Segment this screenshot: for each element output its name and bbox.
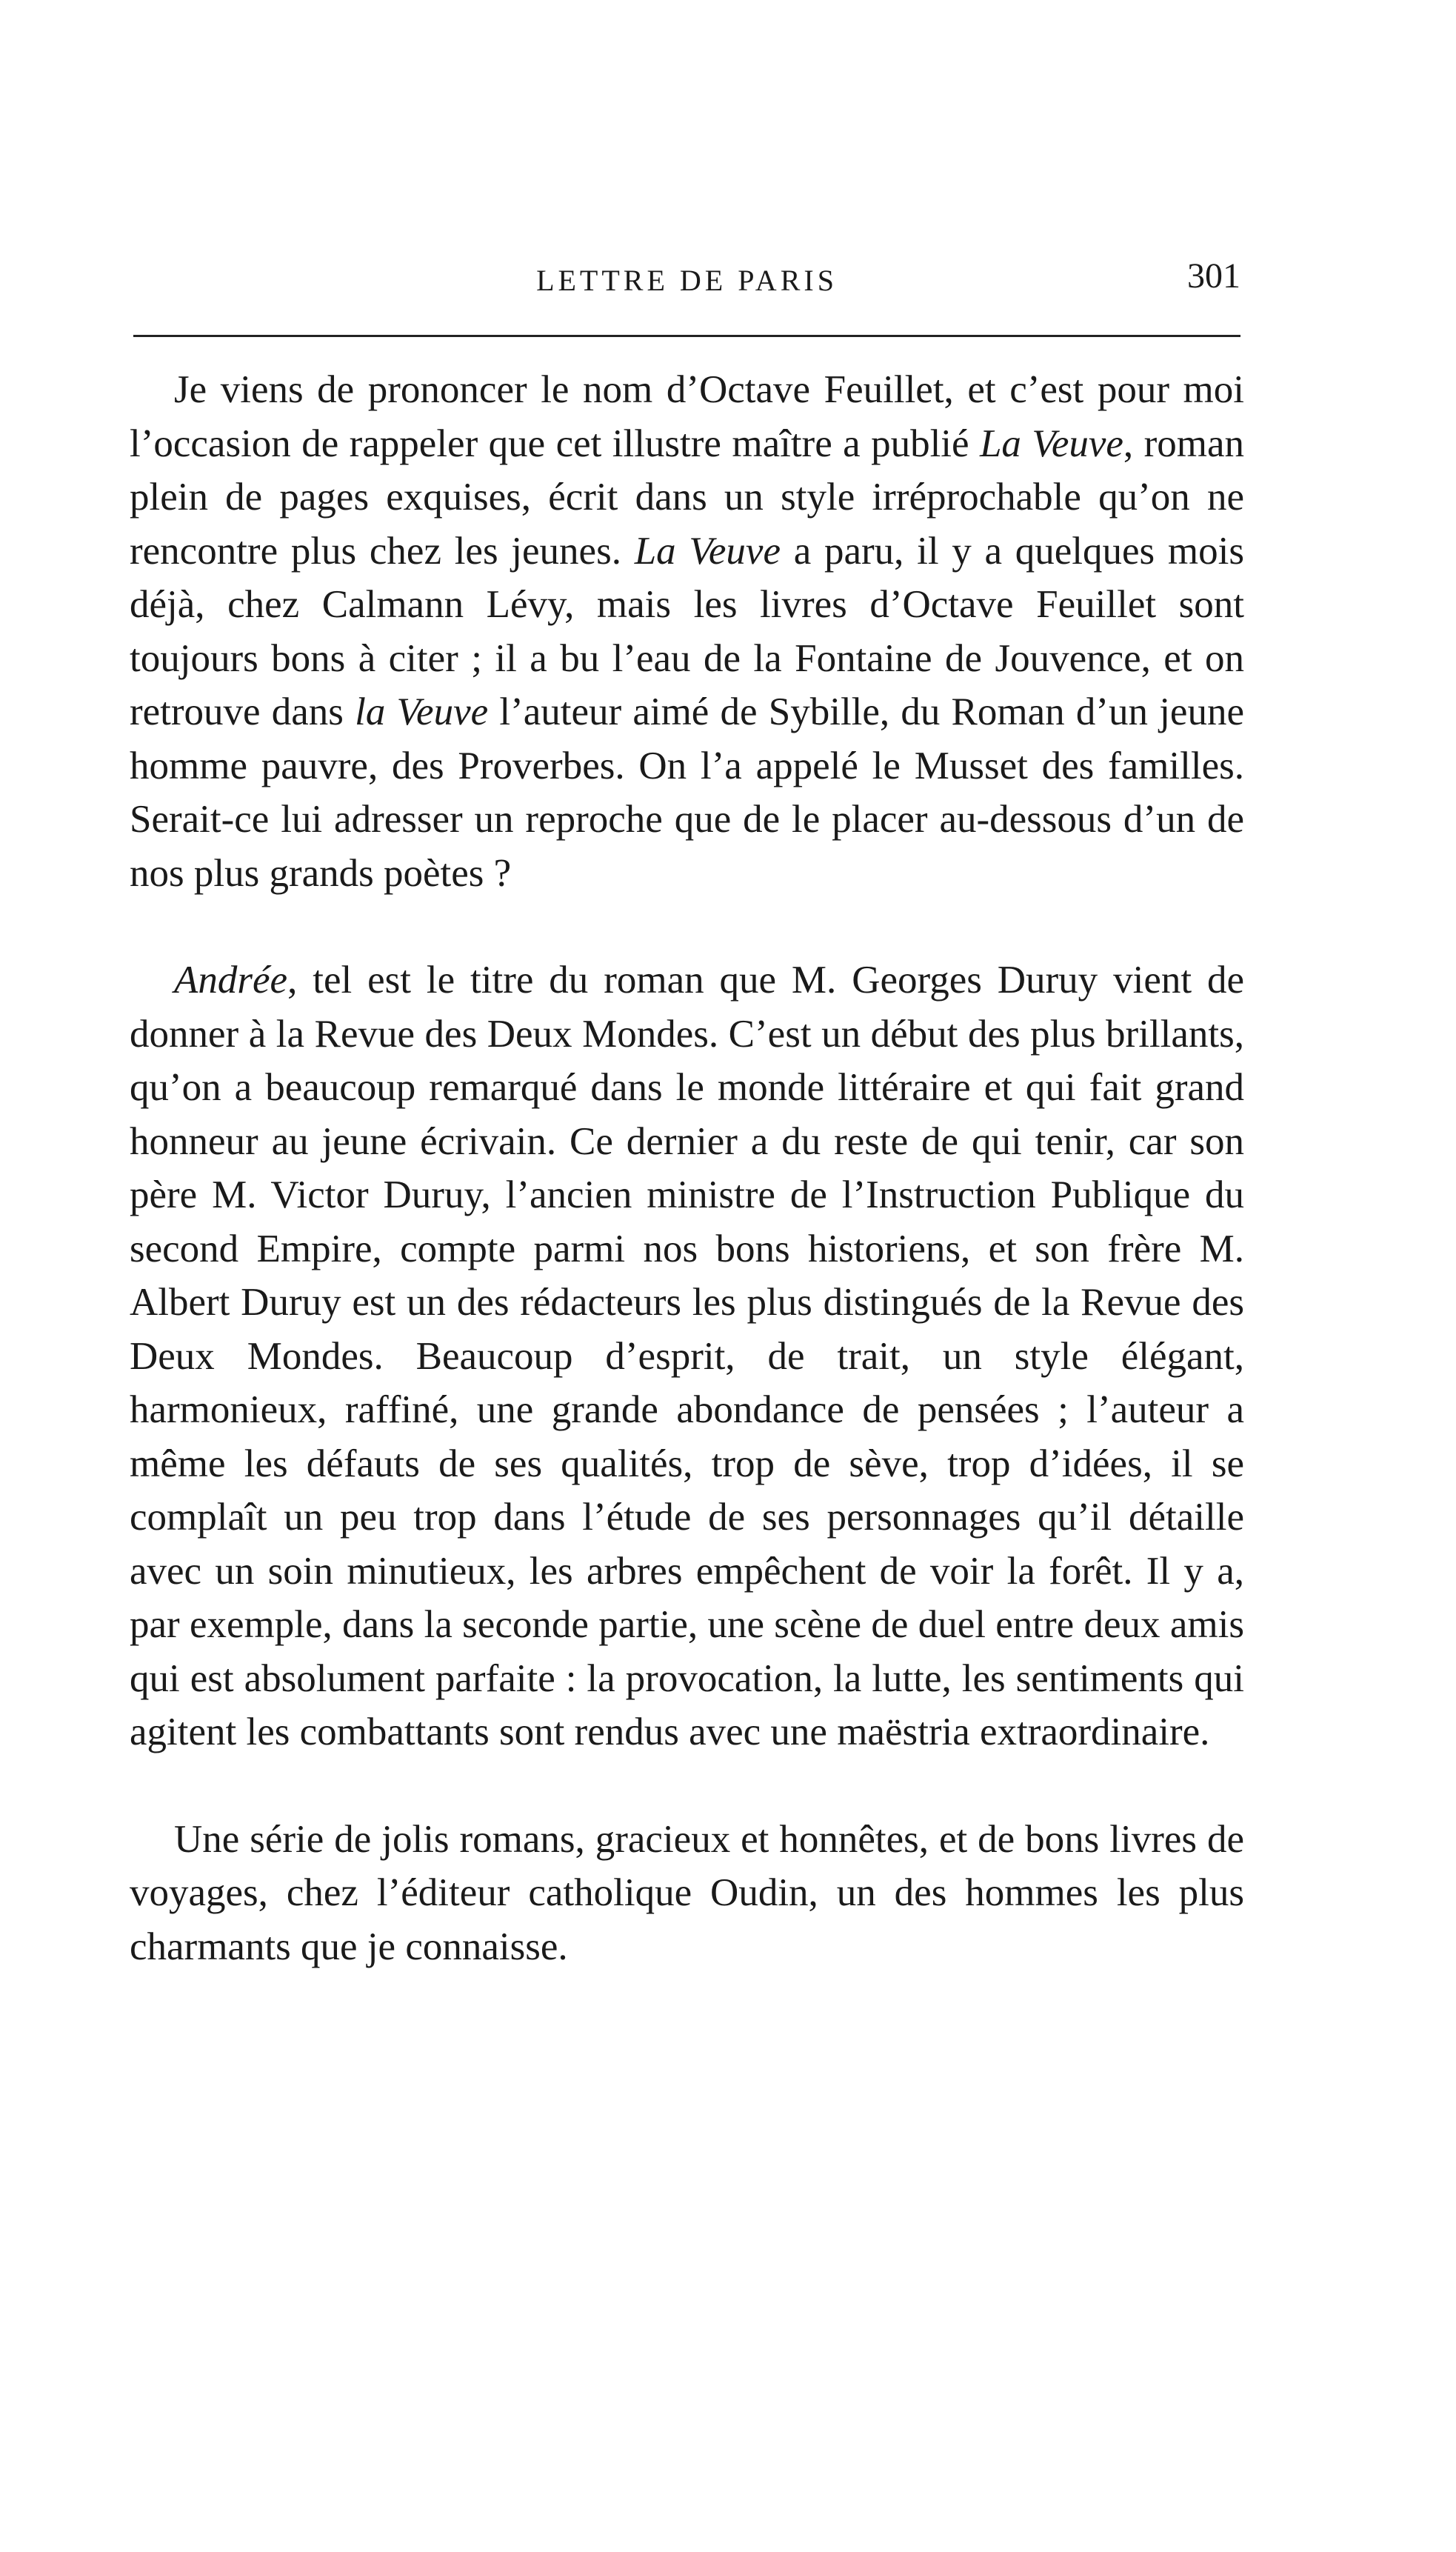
paragraph-oudin [130,1813,1244,1974]
italic-title-run: La Veuve [979,422,1123,465]
text-run: l’auteur aimé de Sybille, du Roman d’un jeune homme pauvre, des Proverbes. On l’a appelé le Musset des familles. Serait-ce lui adresser un reproche que de le placer au-dessous d’un de nos plus grands poètes ? [130,690,1244,895]
italic-title-run: La Veuve [634,529,781,573]
text-run: , roman plein de pages exquises, écrit dans un style irréprochable qu’on ne rencontre plus chez les jeunes. [130,422,1244,573]
paragraph-andree [130,953,1244,1759]
italic-title-run: la Veuve [355,690,489,733]
header-rule [133,335,1240,337]
text-run: Une série de jolis romans, gracieux et honnêtes, et de bons livres de voyages, chez l’éditeur catholique Oudin, un des hommes les plus charmants que je connaisse. [130,1817,1244,1968]
text-run: a paru, il y a quelques mois déjà, chez Calmann Lévy, mais les livres d’Octave Feuillet sont toujours bons à citer ; il a bu l’eau de la Fontaine de Jouvence, et on retrouve dans [130,529,1244,733]
text-run: Je viens de prononcer le nom d’Octave Feuillet, et c’est pour moi l’occasion de rappeler que cet illustre maître a publié [130,368,1244,465]
paragraph-feuillet [130,363,1244,900]
running-title: LETTRE DE PARIS [536,264,838,297]
page-number: 301 [1187,256,1240,296]
running-head [133,256,1240,307]
body-text [130,363,1244,1973]
text-run: , tel est le titre du roman que M. Georges Duruy vient de donner à la Revue des Deux Mondes. C’est un début des plus brillants, qu’on a beaucoup remarqué dans le monde littéraire et qui fait grand honneur au jeune écrivain. Ce dernier a du reste de qui tenir, car son père M. Victor Duruy, l’ancien ministre de l’Instruction Publique du second Empire, compte parmi nos bons historiens, et son frère M. Albert Duruy est un des rédacteurs les plus distingués de la Revue des Deux Mondes. Beaucoup d’esprit, de trait, un style élégant, harmonieux, raffiné, une grande abondance de pensées ; l’auteur a même les défauts de ses qualités, trop de sève, trop d’idées, il se complaît un peu trop dans l’étude de ses personnages qu’il détaille avec un soin minutieux, les arbres empêchent de voir la forêt. Il y a, par exemple, dans la seconde partie, une scène de duel entre deux amis qui est absolument parfaite : la provocation, la lutte, les sentiments qui agitent les combattants sont rendus avec une maëstria extraordinaire. [130,959,1244,1753]
italic-title-run: Andrée [174,959,288,1002]
